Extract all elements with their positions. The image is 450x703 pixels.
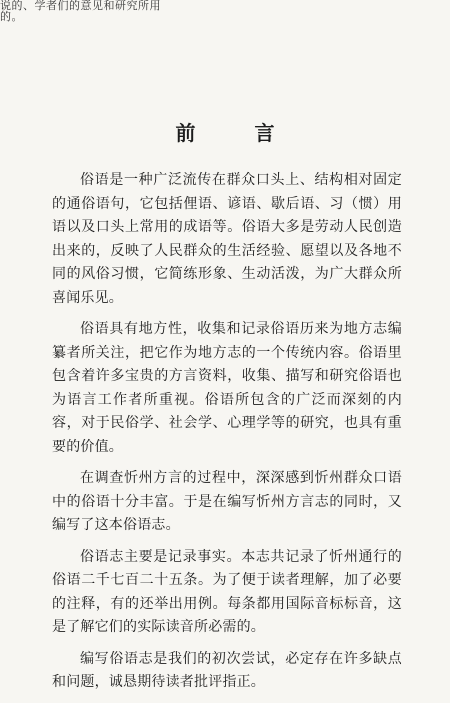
previous-page-text-fragment: 说的、学者们的意见和研究所用的。 bbox=[0, 0, 161, 23]
page-title: 前 言 bbox=[175, 121, 301, 145]
paragraph-regional-value: 俗语具有地方性，收集和记录俗语历来为地方志编纂者所关注，把它作为地方志的一个传统内容。俗语里包含着许多宝贵的方言资料，收集、描写和研究俗语也为语言工作者所重视。俗语所包含的广泛而深刻的内容，对于民俗学、社会学、心理学等的研究，也具有重要的价值。 bbox=[52, 321, 402, 455]
paragraph-content-summary: 俗语志主要是记录事实。本志共记录了忻州通行的俗语二千七百二十五条。为了便于读者理解，加了必要的注释，有的还举出用例。每条都用国际音标标音，这是了解它们的实际读音所必需的。 bbox=[52, 548, 402, 635]
paragraph-closing: 编写俗语志是我们的初次尝试，必定存在许多缺点和问题，诚恳期待读者批评指正。 bbox=[52, 650, 402, 690]
preface-body bbox=[52, 169, 402, 703]
paragraph-definition: 俗语是一种广泛流传在群众口头上、结构相对固定的通俗语句，它包括俚语、谚语、歇后语、习（惯）用语以及口头上常用的成语等。俗语大多是劳动人民创造出来的，反映了人民群众的生活经验、愿望以及各地不同的风俗习惯，它简练形象、生动活泼，为广大群众所喜闻乐见。 bbox=[52, 172, 402, 306]
paragraph-motivation: 在调查忻州方言的过程中，深深感到忻州群众口语中的俗语十分丰富。于是在编写忻州方言志的同时，又编写了这本俗语志。 bbox=[52, 470, 402, 533]
